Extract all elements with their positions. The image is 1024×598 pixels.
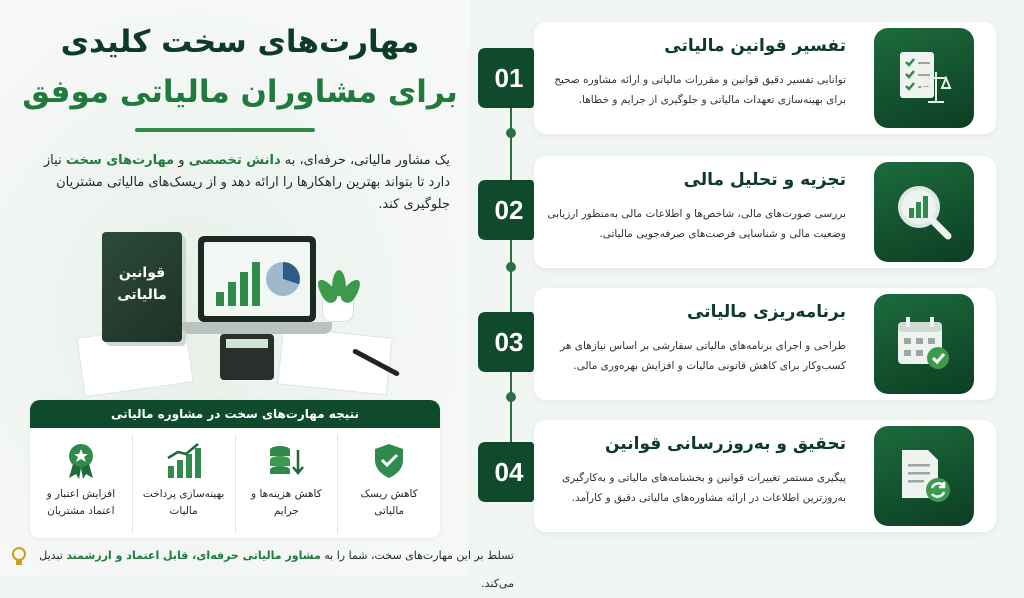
card-description: توانایی تفسیر دقیق قوانین و مقررات مالیاتی و ارائه مشاوره صحیح برای بهینه‌سازی تعهدات مالیاتی و جلوگیری از جرایم و خطاها.	[554, 74, 846, 106]
page-subtitle: برای مشاوران مالیاتی موفق	[22, 74, 458, 110]
intro-highlight-expertise: دانش تخصصی	[188, 153, 281, 168]
pie-chart-icon	[266, 262, 300, 296]
coins-down-icon	[266, 442, 306, 480]
growth-chart-icon	[164, 442, 204, 480]
result-item-label: کاهش هزینه‌ها و جرایم	[251, 488, 322, 517]
result-item	[337, 434, 440, 534]
result-item-label: کاهش ریسک مالیاتی	[360, 488, 418, 517]
shield-check-icon	[372, 442, 406, 480]
footer-note: تسلط بر این مهارت‌های سخت، شما را به مشاور مالیاتی حرفه‌ای، قابل اعتماد و ارزشمند تبدیل می‌کند.	[39, 549, 514, 590]
card-title: تفسیر قوانین مالیاتی	[664, 36, 846, 56]
document-refresh-icon	[892, 444, 956, 508]
result-item	[132, 434, 235, 534]
skill-card-tax-law-interpretation	[534, 22, 996, 134]
card-description: بررسی صورت‌های مالی، شاخص‌ها و اطلاعات مالی به‌منظور ارزیابی وضعیت مالی و شناسایی فرصت‌های صرفه‌جویی مالیاتی.	[547, 208, 846, 240]
skill-card-law-research-update	[534, 420, 996, 532]
skill-card-tax-planning	[534, 288, 996, 400]
calendar-check-icon	[892, 312, 956, 376]
intro-highlight-hard-skills: مهارت‌های سخت	[65, 153, 175, 168]
magnifier-chart-icon	[892, 180, 956, 244]
desk-illustration	[70, 222, 420, 400]
card-title: تحقیق و به‌روزرسانی قوانین	[605, 434, 846, 454]
timeline-dot	[506, 262, 516, 272]
calculator	[220, 334, 274, 380]
result-item-label: بهینه‌سازی پرداخت مالیات	[142, 488, 225, 517]
card-title: برنامه‌ریزی مالیاتی	[686, 302, 846, 322]
results-panel	[30, 400, 440, 538]
tax-law-book	[102, 232, 182, 342]
law-document-scale-icon	[892, 46, 956, 110]
card-description: طراحی و اجرای برنامه‌های مالیاتی سفارشی بر اساس نیازهای هر کسب‌وکار برای کاهش قانونی مالیات و افزایش بهره‌وری مالی.	[560, 340, 846, 372]
step-badge-04: 04	[478, 442, 548, 502]
timeline-dot	[506, 392, 516, 402]
title-underline	[135, 128, 315, 132]
laptop	[198, 236, 316, 322]
page-title: مهارت‌های سخت کلیدی	[60, 24, 420, 60]
book-label: قوانین مالیاتی	[117, 265, 167, 303]
result-item	[30, 434, 132, 534]
card-description: پیگیری مستمر تغییرات قوانین و بخشنامه‌های مالیاتی و به‌کارگیری به‌روزترین اطلاعات در ارائه مشاوره‌های مالیاتی دقیق و کارآمد.	[561, 472, 846, 504]
timeline-line	[510, 80, 512, 480]
lightbulb-icon	[10, 546, 28, 568]
skill-card-financial-analysis	[534, 156, 996, 268]
step-badge-03: 03	[478, 312, 548, 372]
intro-paragraph: یک مشاور مالیاتی، حرفه‌ای، به دانش تخصصی و مهارت‌های سخت نیاز دارد تا بتواند بهترین راهکارها را ارائه دهد و از ریسک‌های مالیاتی مشتریان جلوگیری کند.	[43, 153, 450, 212]
result-item	[235, 434, 338, 534]
step-badge-01: 01	[478, 48, 548, 108]
result-item-label: افزایش اعتبار و اعتماد مشتریان	[46, 488, 116, 517]
step-badge-02: 02	[478, 180, 548, 240]
footer-highlight: مشاور مالیاتی حرفه‌ای، قابل اعتماد و ارزشمند	[66, 549, 321, 562]
results-heading: نتیجه مهارت‌های سخت در مشاوره مالیاتی	[30, 400, 440, 428]
award-icon	[64, 442, 98, 480]
timeline-dot	[506, 128, 516, 138]
card-title: تجزیه و تحلیل مالی	[683, 170, 846, 190]
